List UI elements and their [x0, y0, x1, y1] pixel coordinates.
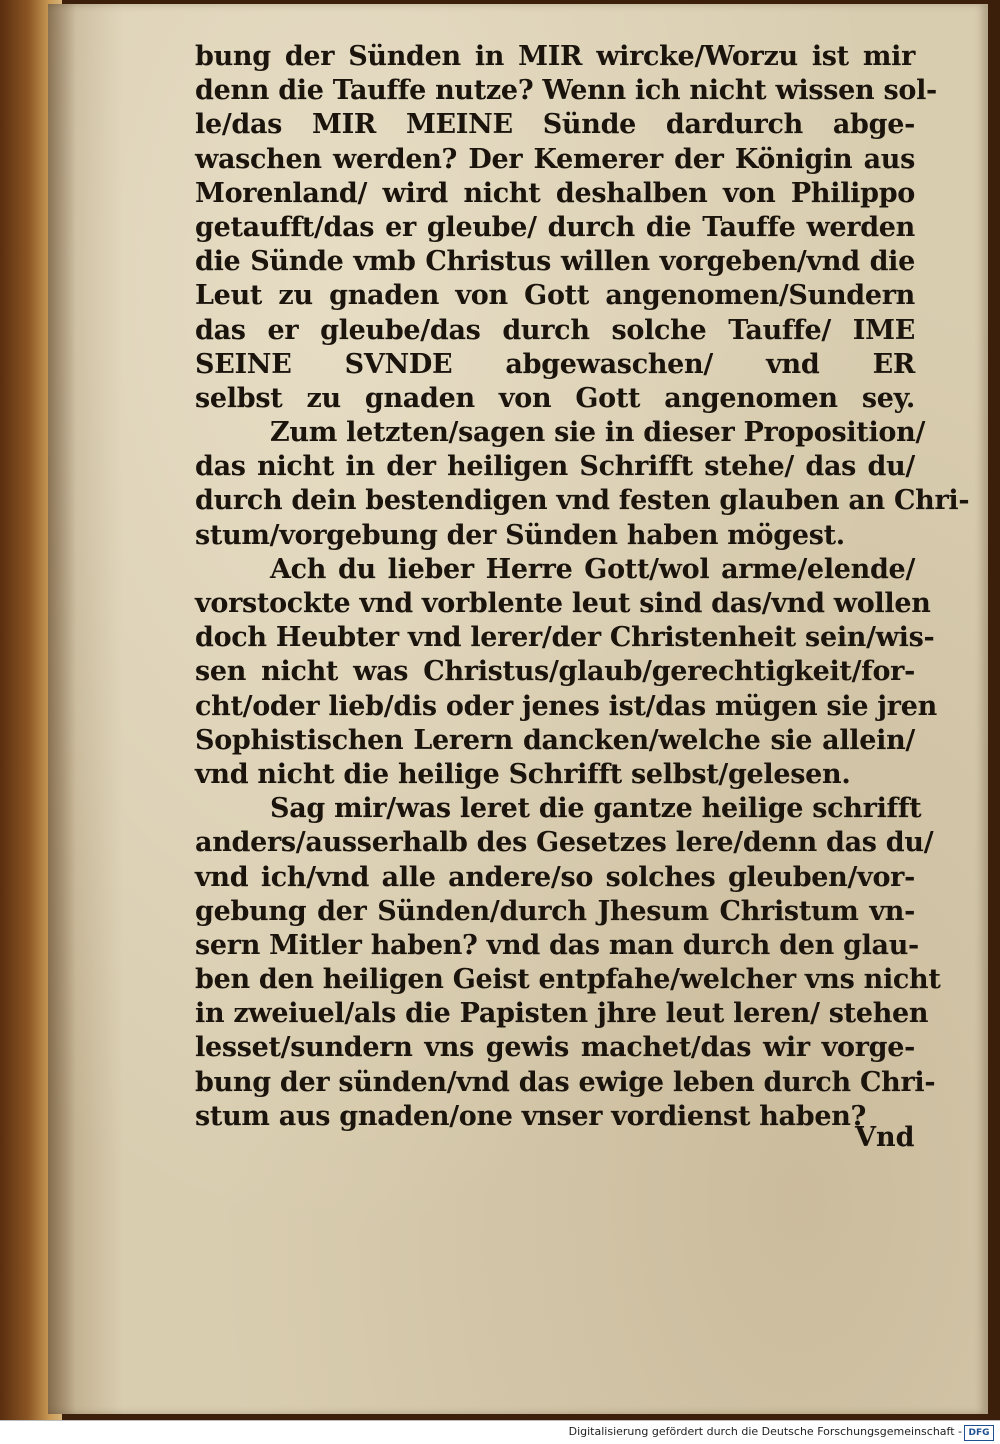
text-line: das nicht in der heiligen Schrifft stehe/ das du/ [195, 451, 915, 483]
text-line: bung der Sünden in MIR wircke/Worzu ist mir [195, 41, 915, 72]
text-line: Sophistischen Lerern dancken/welche sie allein/ [195, 724, 915, 756]
text-line: cht/oder lieb/dis oder jenes ist/das mügen sie jren [195, 690, 937, 722]
text-line: lesset/sundern vns gewis machet/das wir vorge- [195, 1032, 915, 1064]
text-line: Sag mir/was leret die gantze heilige schrifft [270, 793, 922, 825]
text-line: stum aus gnaden/one vnser vordienst haben? [195, 1100, 867, 1132]
text-line: in zweiuel/als die Papisten jhre leut leren/ stehen [195, 998, 929, 1030]
text-line: denn die Tauffe nutze? Wenn ich nicht wissen sol- [195, 75, 937, 107]
footer-bar [0, 1420, 1000, 1444]
text-block [195, 40, 970, 1134]
text-line: anders/ausserhalb des Gesetzes lere/denn das du/ [195, 827, 934, 859]
catchword: Vnd [855, 1122, 915, 1153]
text-line: sen nicht was Christus/glaub/gerechtigkeit/for- [195, 656, 915, 688]
text-line: vorstockte vnd vorblente leut sind das/vnd wollen [195, 588, 931, 619]
text-line: gebung der Sünden/durch Jhesum Christum vn- [195, 895, 915, 927]
text-line: das er gleube/das durch solche Tauffe/ IME [195, 314, 915, 346]
gutter-shadow [48, 4, 76, 1414]
text-line: bung der sünden/vnd das ewige leben durch Chri- [195, 1066, 936, 1098]
text-line: ben den heiligen Geist entpfahe/welcher vns nicht [195, 964, 941, 996]
text-line: Ach du lieber Herre Gott/wol arme/elende/ [270, 553, 915, 585]
text-line: die Sünde vmb Christus willen vorgeben/vnd die [195, 246, 915, 278]
text-line: vnd ich/vnd alle andere/so solches gleuben/vor- [195, 861, 915, 893]
text-line: sern Mitler haben? vnd das man durch den glau- [195, 929, 919, 961]
text-line: doch Heubter vnd lerer/der Christenheit sein/wis- [195, 622, 935, 654]
text-line: SEINE SVNDE abgewaschen/ vnd ER [195, 348, 915, 380]
text-line: durch dein bestendigen vnd festen glauben an Chri- [195, 485, 970, 517]
text-line: selbst zu gnaden von Gott angenomen sey. [195, 382, 915, 414]
text-line: waschen werden? Der Kemerer der Königin aus [195, 143, 915, 175]
text-line: le/das MIR MEINE Sünde dardurch abge- [195, 109, 915, 141]
funding-notice: Digitalisierung gefördert durch die Deutsche Forschungsgemeinschaft - [568, 1425, 962, 1438]
dfg-logo-icon: DFG [964, 1425, 994, 1441]
text-line: Morenland/ wird nicht deshalben von Philippo [195, 177, 915, 209]
text-line: getaufft/das er gleube/ durch die Tauffe werden [195, 211, 915, 243]
text-line: stum/vorgebung der Sünden haben mögest. [195, 519, 845, 551]
text-line: Zum letzten/sagen sie in dieser Proposition/ [270, 417, 926, 449]
text-line: Leut zu gnaden von Gott angenomen/Sundern [195, 280, 915, 312]
text-line: vnd nicht die heilige Schrifft selbst/gelesen. [195, 758, 851, 790]
